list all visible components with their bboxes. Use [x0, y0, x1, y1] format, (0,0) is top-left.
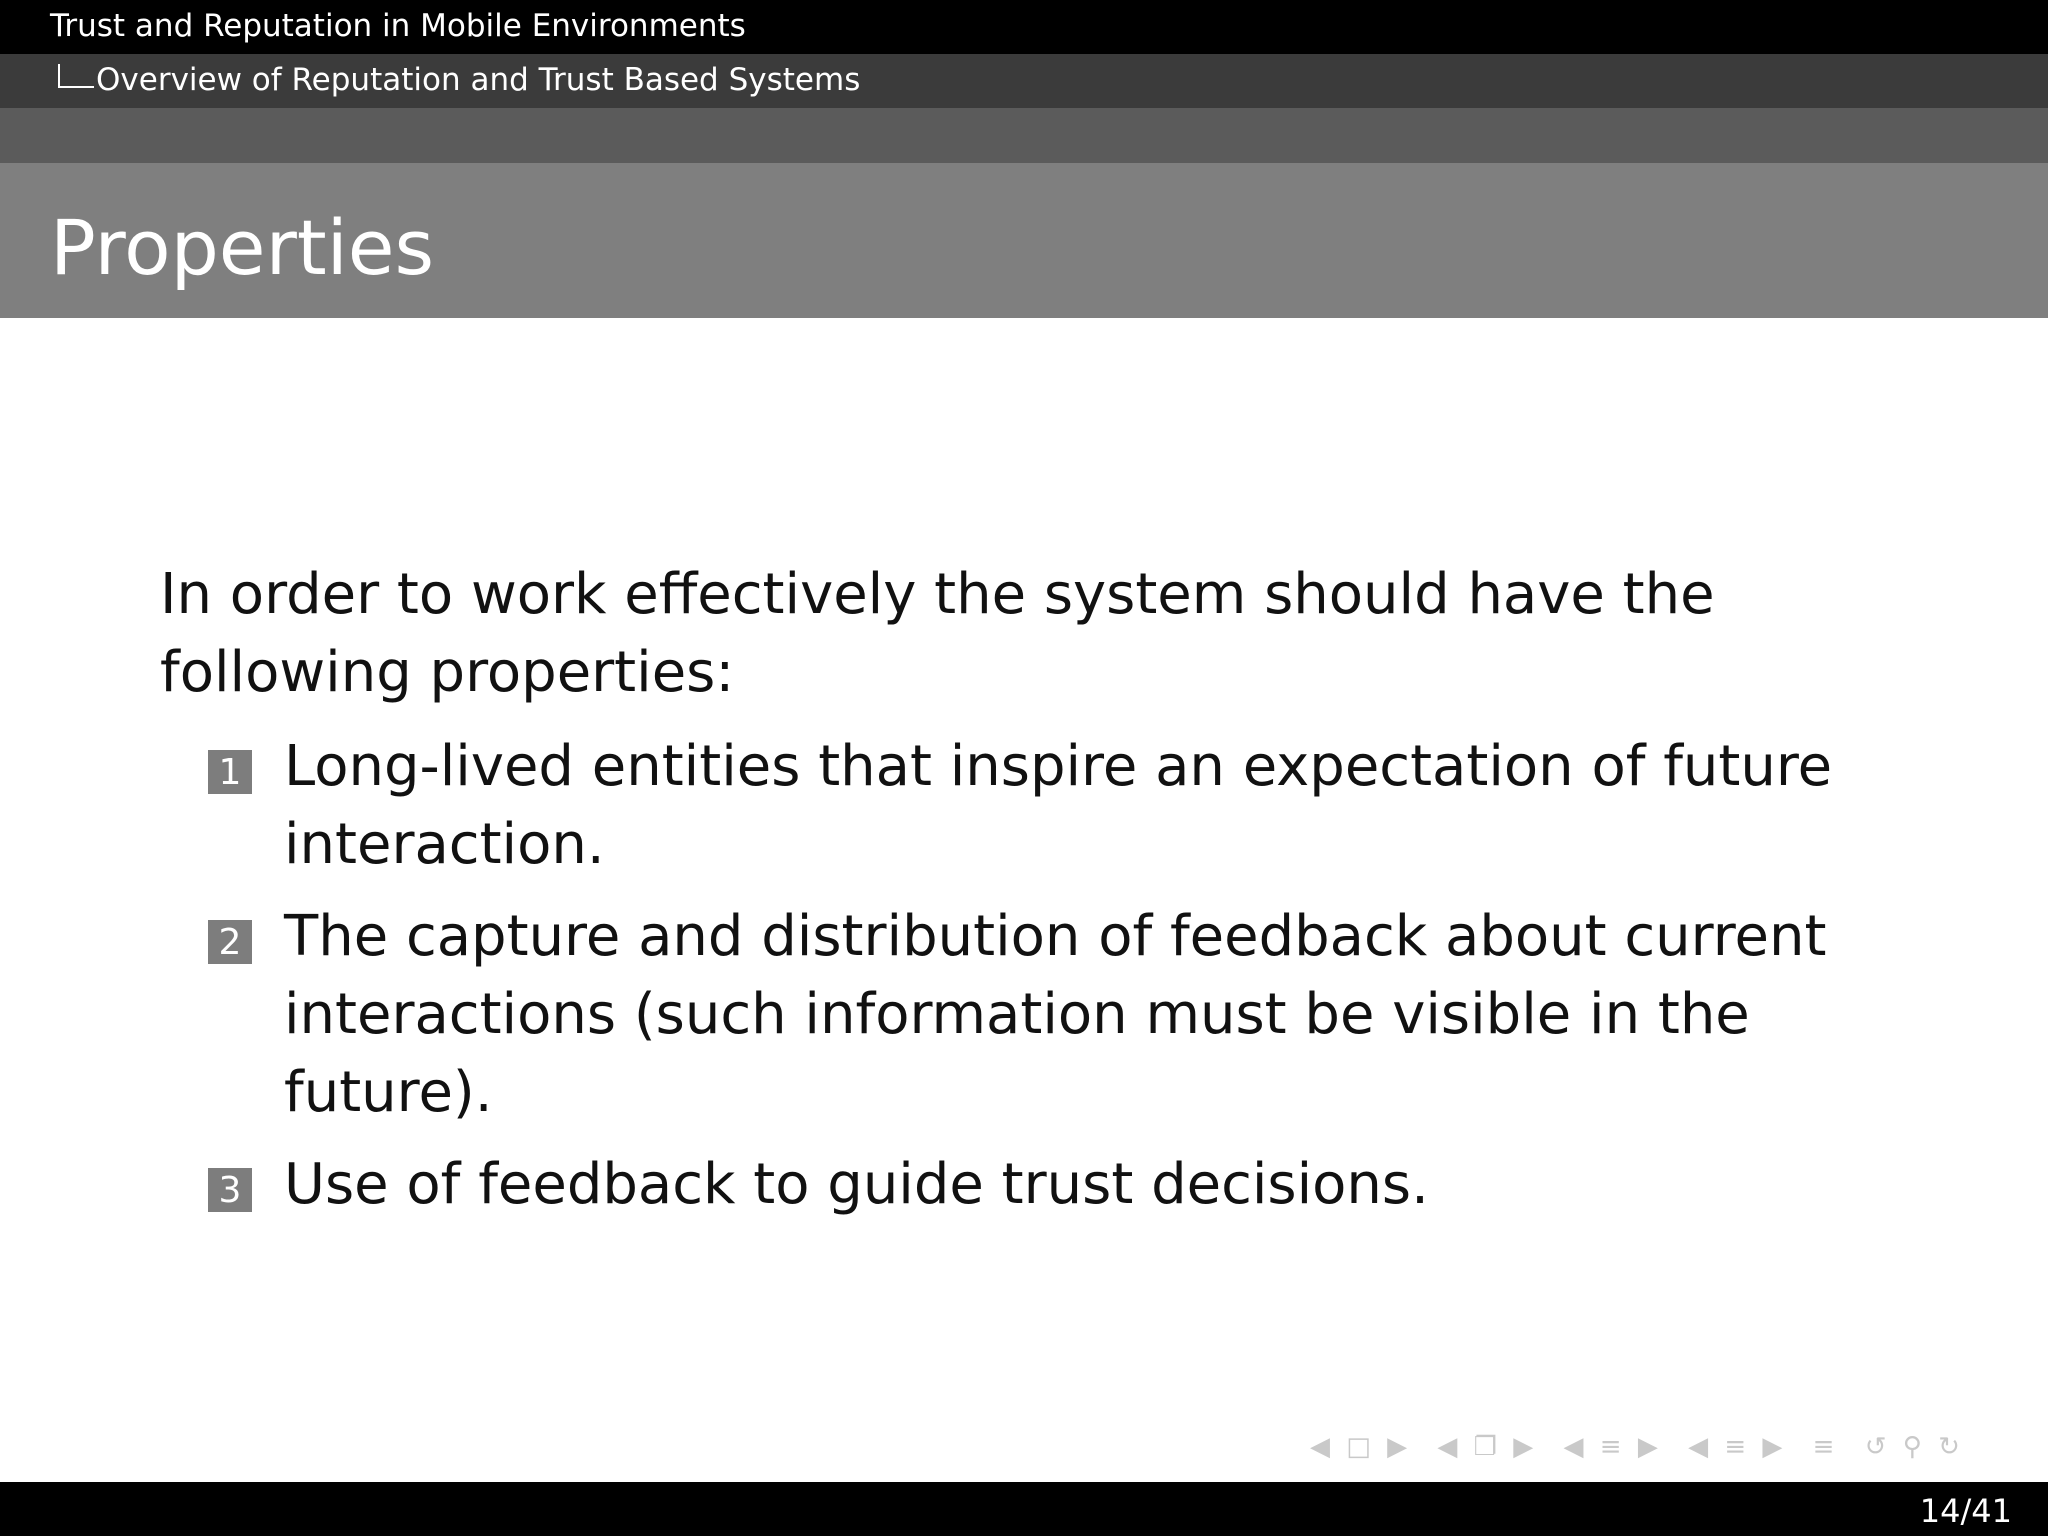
enumeration-number: 3 [208, 1168, 252, 1212]
frame-title: Properties [50, 203, 435, 292]
section-icon[interactable]: ≡ [1724, 1432, 1747, 1462]
list-item-text: Use of feedback to guide trust decisions. [284, 1152, 1429, 1217]
section-prev-icon[interactable]: ◀ [1688, 1432, 1709, 1462]
slide-prev-icon[interactable]: ◀ [1437, 1432, 1458, 1462]
enumeration-number: 2 [208, 920, 252, 964]
subsection-next-icon[interactable]: ▶ [1637, 1432, 1658, 1462]
page-number: 14/41 [1919, 1492, 2012, 1530]
footer-bar [0, 1482, 2048, 1536]
list-item [160, 728, 1900, 884]
slide-stack-icon[interactable]: ❐ [1473, 1432, 1497, 1462]
intro-text: In order to work effectively the system should have the following properties: [160, 562, 1715, 705]
presentation-title-bar [0, 0, 2048, 54]
list-item [160, 1146, 1900, 1224]
presentation-title: Trust and Reputation in Mobile Environments [50, 8, 746, 44]
enumeration-number: 1 [208, 750, 252, 794]
section-title-bar [0, 54, 2048, 108]
subsection-icon[interactable]: ≡ [1599, 1432, 1622, 1462]
header-spacer-bar [0, 108, 2048, 163]
list-item-text: Long-lived entities that inspire an expectation of future interaction. [284, 734, 1833, 877]
subsection-prev-icon[interactable]: ◀ [1563, 1432, 1584, 1462]
tree-corner-icon [58, 64, 94, 88]
redo-icon[interactable]: ↻ [1938, 1432, 1960, 1462]
slide-next-icon[interactable]: ▶ [1513, 1432, 1534, 1462]
properties-list [160, 728, 1900, 1224]
section-next-icon[interactable]: ▶ [1762, 1432, 1783, 1462]
beamer-navigation-bar [1310, 1432, 1968, 1472]
frame-title-bar [0, 163, 2048, 318]
list-item [160, 898, 1900, 1132]
slide-content [160, 556, 1900, 1238]
list-item-text: The capture and distribution of feedback about current interactions (such information must be visible in the future). [284, 904, 1827, 1125]
align-icon[interactable]: ≡ [1812, 1432, 1835, 1462]
search-icon[interactable]: ⚲ [1902, 1432, 1922, 1462]
section-title: Overview of Reputation and Trust Based Systems [96, 62, 861, 98]
frame-icon[interactable]: □ [1346, 1432, 1371, 1462]
undo-icon[interactable]: ↺ [1864, 1432, 1887, 1462]
frame-next-icon[interactable]: ▶ [1387, 1432, 1408, 1462]
frame-prev-icon[interactable]: ◀ [1310, 1432, 1330, 1462]
